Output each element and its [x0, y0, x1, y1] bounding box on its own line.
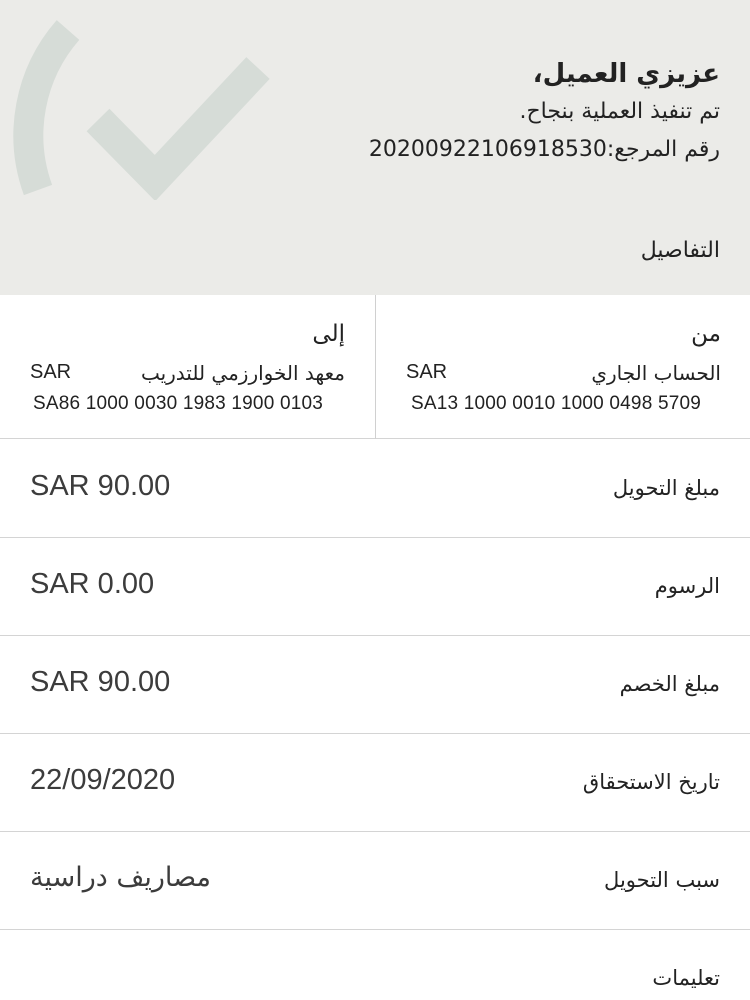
- detail-row-instructions: [0, 930, 750, 1000]
- debit-amount-label: مبلغ الخصم: [619, 672, 720, 696]
- details-heading: التفاصيل: [640, 238, 720, 263]
- to-iban: SA86 1000 0030 1983 1900 0103: [33, 393, 324, 414]
- from-currency: SAR: [406, 361, 448, 383]
- to-account-name: معهد الخوارزمي للتدريب: [140, 361, 345, 385]
- reference-number: رقم المرجع:20200922106918530: [368, 137, 720, 162]
- greeting-title: عزيزي العميل،: [532, 59, 720, 89]
- transfer-amount-value: SAR 90.00: [30, 470, 171, 502]
- to-currency: SAR: [30, 361, 72, 383]
- due-date-label: تاريخ الاستحقاق: [582, 770, 720, 794]
- greeting-block: [369, 55, 720, 169]
- transfer-reason-label: سبب التحويل: [604, 868, 720, 892]
- column-divider: [375, 295, 376, 439]
- transfer-accounts: [0, 295, 750, 439]
- instructions-label: تعليمات: [652, 966, 720, 990]
- to-account: [0, 295, 375, 439]
- success-check-icon: [0, 0, 290, 200]
- detail-row-debit-amount: [0, 636, 750, 734]
- transfer-reason-value: مصاريف دراسية: [30, 862, 211, 893]
- fees-label: الرسوم: [654, 574, 720, 598]
- success-message: تم تنفيذ العملية بنجاح.: [519, 99, 720, 124]
- debit-amount-value: SAR 90.00: [30, 666, 171, 698]
- from-account-name: الحساب الجاري: [591, 361, 721, 385]
- from-heading: من: [691, 321, 721, 347]
- detail-row-due-date: [0, 734, 750, 832]
- from-iban: SA13 1000 0010 1000 0498 5709: [411, 393, 702, 414]
- from-account: [376, 295, 750, 439]
- transfer-amount-label: مبلغ التحويل: [612, 476, 720, 500]
- due-date-value: 22/09/2020: [30, 764, 176, 796]
- detail-row-fees: [0, 538, 750, 636]
- detail-row-transfer-amount: [0, 440, 750, 538]
- confirmation-header: [0, 0, 750, 295]
- fees-value: SAR 0.00: [30, 568, 155, 600]
- detail-row-transfer-reason: [0, 832, 750, 930]
- to-heading: إلى: [312, 321, 345, 347]
